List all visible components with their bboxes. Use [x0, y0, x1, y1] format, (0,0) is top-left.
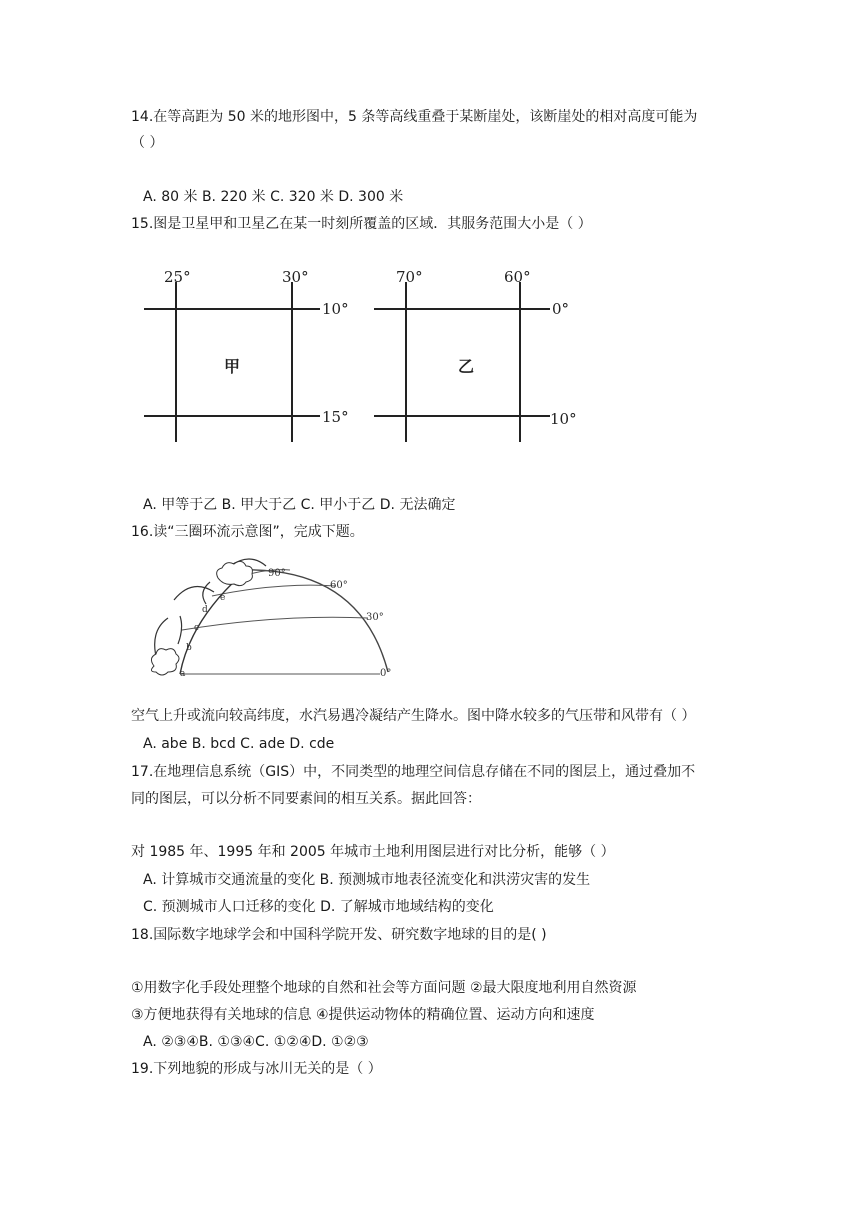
label-90: 90° [268, 568, 286, 579]
q17-stem-line1: 17.在地理信息系统（GIS）中，不同类型的地理空间信息存储在不同的图层上，通过叠加不 [131, 764, 696, 780]
q18-items-line1: ①用数字化手段处理整个地球的自然和社会等方面问题 ②最大限度地利用自然资源 [131, 980, 637, 996]
satellite-jia-region [144, 268, 349, 442]
letter-c: c [194, 623, 200, 633]
q14-stem-line2: （ ） [131, 135, 164, 151]
q17-stem-line2: 同的图层，可以分析不同要素间的相互关系。据此回答： [131, 791, 481, 807]
q18-items-line2: ③方便地获得有关地球的信息 ④提供运动物体的精确位置、运动方向和速度 [131, 1007, 595, 1023]
satellite-yi-region [374, 268, 577, 442]
q16-sub-stem: 空气上升或流向较高纬度，水汽易遇冷凝结产生降水。图中降水较多的气压带和风带有（ ） [131, 708, 696, 724]
q14-stem-line1: 14.在等高距为 50 米的地形图中，5 条等高线重叠于某断崖处，该断崖处的相对高度可能为 [131, 109, 698, 125]
q15-options: A. 甲等于乙 B. 甲大于乙 C. 甲小于乙 D. 无法确定 [143, 497, 456, 513]
jia-lon-right: 30° [282, 268, 309, 286]
letter-e: e [220, 593, 226, 603]
jia-lat-bottom: 15° [322, 408, 349, 426]
label-30: 30° [366, 612, 384, 623]
label-0: 0° [380, 668, 392, 679]
label-60: 60° [330, 580, 348, 591]
satellite-coverage-figure [140, 262, 580, 444]
q17-options-line1: A. 计算城市交通流量的变化 B. 预测城市地表径流变化和洪涝灾害的发生 [143, 872, 591, 888]
q16-options: A. abe B. bcd C. ade D. cde [143, 736, 335, 752]
jia-lon-left: 25° [164, 268, 191, 286]
q15-stem: 15.图是卫星甲和卫星乙在某一时刻所覆盖的区域．其服务范围大小是（ ） [131, 216, 592, 232]
letter-a: a [180, 669, 186, 679]
q18-stem: 18.国际数字地球学会和中国科学院开发、研究数字地球的目的是( ) [131, 927, 547, 943]
q16-stem: 16.读“三圈环流示意图”，完成下题。 [131, 524, 364, 540]
q18-options: A. ②③④B. ①③④C. ①②④D. ①②③ [143, 1034, 369, 1050]
q17-sub-stem: 对 1985 年、1995 年和 2005 年城市土地利用图层进行对比分析，能够（ ） [131, 844, 615, 860]
q14-options: A. 80 米 B. 220 米 C. 320 米 D. 300 米 [143, 189, 404, 205]
three-cell-circulation-figure [140, 552, 400, 694]
yi-label: 乙 [458, 357, 475, 376]
yi-lat-top: 0° [552, 300, 570, 318]
letter-d: d [202, 605, 208, 615]
yi-lat-bottom: 10° [550, 410, 577, 428]
yi-lon-left: 70° [396, 268, 423, 286]
q19-stem: 19.下列地貌的形成与冰川无关的是（ ） [131, 1061, 382, 1077]
jia-lat-top: 10° [322, 300, 349, 318]
letter-b: b [186, 643, 192, 653]
q17-options-line2: C. 预测城市人口迁移的变化 D. 了解城市地域结构的变化 [143, 899, 494, 915]
jia-label: 甲 [224, 357, 241, 376]
yi-lon-right: 60° [504, 268, 531, 286]
